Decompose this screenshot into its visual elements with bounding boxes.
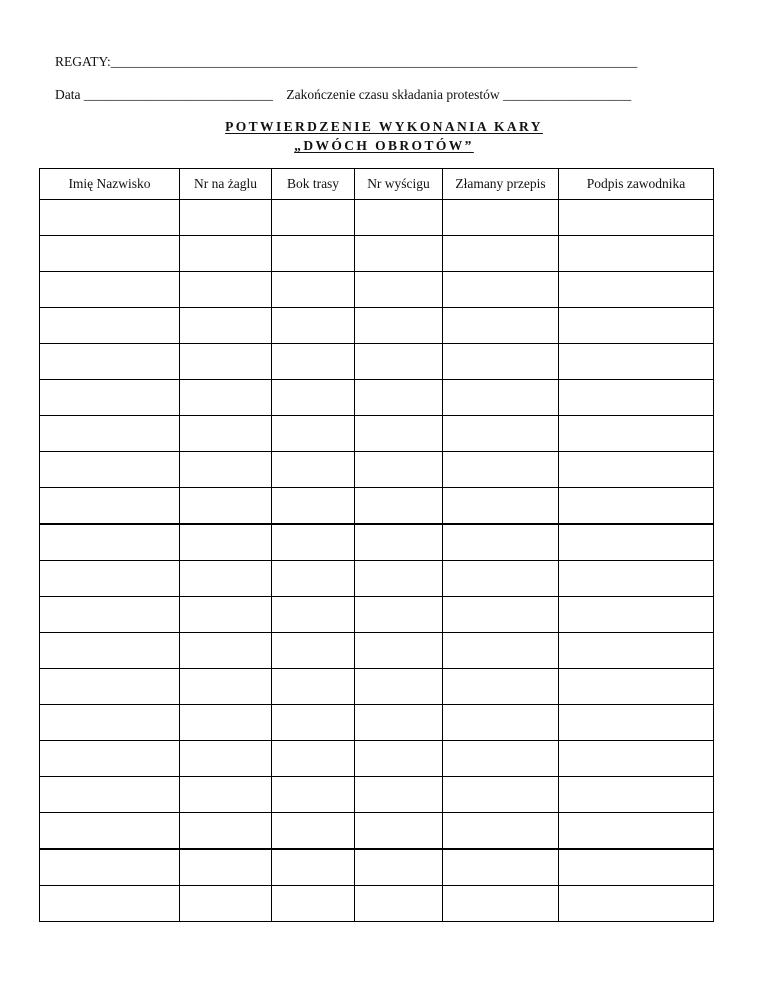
name-cell[interactable] [40, 380, 180, 416]
course-side-cell[interactable] [272, 741, 355, 777]
broken-rule-cell[interactable] [443, 741, 559, 777]
course-side-cell[interactable] [272, 669, 355, 705]
col-header-sail-number: Nr na żaglu [180, 169, 272, 200]
col-header-broken-rule: Złamany przepis [443, 169, 559, 200]
broken-rule-cell[interactable] [443, 597, 559, 633]
name-cell[interactable] [40, 524, 180, 561]
course-side-cell[interactable] [272, 777, 355, 813]
name-cell[interactable] [40, 561, 180, 597]
broken-rule-cell[interactable] [443, 308, 559, 344]
race-number-cell[interactable] [355, 633, 443, 669]
signature-cell[interactable] [559, 200, 714, 236]
form-title-line1: POTWIERDZENIE WYKONANIA KARY [225, 119, 543, 134]
name-cell[interactable] [40, 452, 180, 488]
name-cell[interactable] [40, 669, 180, 705]
regaty-label: REGATY: [55, 54, 111, 69]
race-number-cell[interactable] [355, 452, 443, 488]
name-cell[interactable] [40, 705, 180, 741]
course-side-cell[interactable] [272, 705, 355, 741]
race-number-cell[interactable] [355, 200, 443, 236]
race-number-cell[interactable] [355, 236, 443, 272]
sail-number-cell[interactable] [180, 308, 272, 344]
race-number-cell[interactable] [355, 777, 443, 813]
course-side-cell[interactable] [272, 633, 355, 669]
name-cell[interactable] [40, 886, 180, 922]
table-body [40, 200, 714, 922]
protest-deadline-field[interactable]: ___________________ [503, 87, 632, 102]
table-row [40, 416, 714, 452]
sail-number-cell[interactable] [180, 488, 272, 525]
date-label: Data [55, 87, 81, 102]
signature-cell[interactable] [559, 272, 714, 308]
regaty-line [55, 54, 637, 70]
signature-cell[interactable] [559, 633, 714, 669]
name-cell[interactable] [40, 272, 180, 308]
race-number-cell[interactable] [355, 741, 443, 777]
race-number-cell[interactable] [355, 308, 443, 344]
race-number-cell[interactable] [355, 886, 443, 922]
name-cell[interactable] [40, 633, 180, 669]
course-side-cell[interactable] [272, 344, 355, 380]
table-row [40, 741, 714, 777]
broken-rule-cell[interactable] [443, 524, 559, 561]
broken-rule-cell[interactable] [443, 344, 559, 380]
sail-number-cell[interactable] [180, 597, 272, 633]
race-number-cell[interactable] [355, 849, 443, 886]
course-side-cell[interactable] [272, 236, 355, 272]
course-side-cell[interactable] [272, 813, 355, 850]
race-number-cell[interactable] [355, 344, 443, 380]
sail-number-cell[interactable] [180, 633, 272, 669]
broken-rule-cell[interactable] [443, 669, 559, 705]
sail-number-cell[interactable] [180, 813, 272, 850]
course-side-cell[interactable] [272, 849, 355, 886]
table-row [40, 344, 714, 380]
form-title [0, 119, 768, 135]
race-number-cell[interactable] [355, 561, 443, 597]
signature-cell[interactable] [559, 524, 714, 561]
broken-rule-cell[interactable] [443, 272, 559, 308]
course-side-cell[interactable] [272, 200, 355, 236]
broken-rule-cell[interactable] [443, 849, 559, 886]
sail-number-cell[interactable] [180, 561, 272, 597]
penalty-table [39, 168, 714, 922]
race-number-cell[interactable] [355, 524, 443, 561]
broken-rule-cell[interactable] [443, 633, 559, 669]
table-row [40, 886, 714, 922]
sail-number-cell[interactable] [180, 741, 272, 777]
course-side-cell[interactable] [272, 452, 355, 488]
name-cell[interactable] [40, 849, 180, 886]
form-subtitle [0, 138, 768, 154]
course-side-cell[interactable] [272, 272, 355, 308]
signature-cell[interactable] [559, 561, 714, 597]
signature-cell[interactable] [559, 777, 714, 813]
sail-number-cell[interactable] [180, 200, 272, 236]
table-row [40, 813, 714, 850]
table-row [40, 272, 714, 308]
broken-rule-cell[interactable] [443, 705, 559, 741]
sail-number-cell[interactable] [180, 705, 272, 741]
sail-number-cell[interactable] [180, 416, 272, 452]
broken-rule-cell[interactable] [443, 488, 559, 525]
table-row [40, 597, 714, 633]
date-protest-line [55, 87, 631, 103]
race-number-cell[interactable] [355, 813, 443, 850]
race-number-cell[interactable] [355, 669, 443, 705]
race-number-cell[interactable] [355, 272, 443, 308]
table-row [40, 380, 714, 416]
signature-cell[interactable] [559, 849, 714, 886]
course-side-cell[interactable] [272, 524, 355, 561]
name-cell[interactable] [40, 813, 180, 850]
signature-cell[interactable] [559, 705, 714, 741]
race-number-cell[interactable] [355, 705, 443, 741]
broken-rule-cell[interactable] [443, 886, 559, 922]
sail-number-cell[interactable] [180, 380, 272, 416]
signature-cell[interactable] [559, 741, 714, 777]
sail-number-cell[interactable] [180, 669, 272, 705]
broken-rule-cell[interactable] [443, 416, 559, 452]
sail-number-cell[interactable] [180, 344, 272, 380]
signature-cell[interactable] [559, 597, 714, 633]
broken-rule-cell[interactable] [443, 200, 559, 236]
signature-cell[interactable] [559, 813, 714, 850]
name-cell[interactable] [40, 236, 180, 272]
col-header-race-number: Nr wyścigu [355, 169, 443, 200]
table-row [40, 633, 714, 669]
signature-cell[interactable] [559, 886, 714, 922]
form-title-line2: „DWÓCH OBROTÓW” [294, 138, 474, 153]
name-cell[interactable] [40, 416, 180, 452]
signature-cell[interactable] [559, 380, 714, 416]
signature-cell[interactable] [559, 452, 714, 488]
table-row [40, 452, 714, 488]
regaty-field[interactable]: ______________________________________________________________________________ [110, 54, 638, 69]
sail-number-cell[interactable] [180, 236, 272, 272]
course-side-cell[interactable] [272, 488, 355, 525]
sail-number-cell[interactable] [180, 886, 272, 922]
broken-rule-cell[interactable] [443, 380, 559, 416]
broken-rule-cell[interactable] [443, 452, 559, 488]
name-cell[interactable] [40, 741, 180, 777]
table-row [40, 849, 714, 886]
course-side-cell[interactable] [272, 886, 355, 922]
broken-rule-cell[interactable] [443, 777, 559, 813]
course-side-cell[interactable] [272, 561, 355, 597]
race-number-cell[interactable] [355, 488, 443, 525]
name-cell[interactable] [40, 488, 180, 525]
col-header-course-side: Bok trasy [272, 169, 355, 200]
race-number-cell[interactable] [355, 380, 443, 416]
table-row [40, 777, 714, 813]
table-header-row [40, 169, 714, 200]
sail-number-cell[interactable] [180, 849, 272, 886]
sail-number-cell[interactable] [180, 777, 272, 813]
sail-number-cell[interactable] [180, 524, 272, 561]
course-side-cell[interactable] [272, 597, 355, 633]
name-cell[interactable] [40, 200, 180, 236]
name-cell[interactable] [40, 308, 180, 344]
sail-number-cell[interactable] [180, 272, 272, 308]
signature-cell[interactable] [559, 669, 714, 705]
name-cell[interactable] [40, 777, 180, 813]
table-row [40, 488, 714, 525]
course-side-cell[interactable] [272, 308, 355, 344]
signature-cell[interactable] [559, 488, 714, 525]
broken-rule-cell[interactable] [443, 813, 559, 850]
table-row [40, 308, 714, 344]
table-row [40, 200, 714, 236]
race-number-cell[interactable] [355, 416, 443, 452]
date-field[interactable]: ____________________________ [83, 87, 273, 102]
table-row [40, 705, 714, 741]
col-header-signature: Podpis zawodnika [559, 169, 714, 200]
signature-cell[interactable] [559, 416, 714, 452]
signature-cell[interactable] [559, 236, 714, 272]
signature-cell[interactable] [559, 344, 714, 380]
name-cell[interactable] [40, 344, 180, 380]
broken-rule-cell[interactable] [443, 561, 559, 597]
table-row [40, 524, 714, 561]
signature-cell[interactable] [559, 308, 714, 344]
col-header-name: Imię Nazwisko [40, 169, 180, 200]
protest-deadline-label: Zakończenie czasu składania protestów [286, 87, 500, 102]
table-row [40, 236, 714, 272]
table-row [40, 561, 714, 597]
name-cell[interactable] [40, 597, 180, 633]
race-number-cell[interactable] [355, 597, 443, 633]
table-row [40, 669, 714, 705]
course-side-cell[interactable] [272, 380, 355, 416]
broken-rule-cell[interactable] [443, 236, 559, 272]
course-side-cell[interactable] [272, 416, 355, 452]
sail-number-cell[interactable] [180, 452, 272, 488]
